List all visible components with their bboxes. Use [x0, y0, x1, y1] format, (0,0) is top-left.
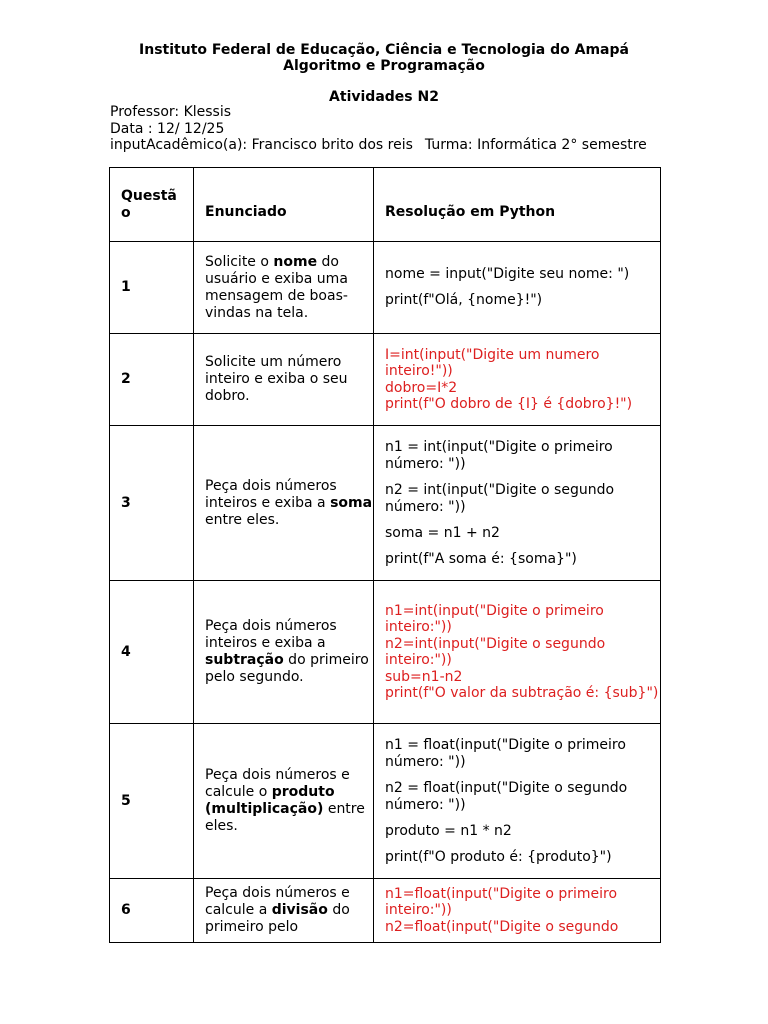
table-row [110, 879, 661, 943]
python-resolution: n1=float(input("Digite o primeiro inteiro:")) n2=float(input("Digite o segundo [374, 879, 661, 943]
header-question: Questão [110, 168, 194, 242]
date-line: Data : 12/ 12/25 [110, 121, 225, 137]
header-statement: Enunciado [194, 168, 374, 242]
question-statement: Peça dois números inteiros e exiba a subtração do primeiro pelo segundo. [194, 581, 374, 724]
question-number: 3 [110, 426, 194, 581]
question-statement: Solicite o nome do usuário e exiba uma mensagem de boas-vindas na tela. [194, 242, 374, 334]
question-number: 4 [110, 581, 194, 724]
question-statement: Peça dois números e calcule a divisão do primeiro pelo [194, 879, 374, 943]
question-statement: Peça dois números inteiros e exiba a soma entre eles. [194, 426, 374, 581]
question-number: 2 [110, 334, 194, 426]
header-resolution: Resolução em Python [374, 168, 661, 242]
student-name: inputAcadêmico(a): Francisco brito dos reis [110, 137, 413, 153]
question-number: 6 [110, 879, 194, 943]
institution-title: Instituto Federal de Educação, Ciência e Tecnologia do Amapá [139, 42, 629, 58]
student-class-line [110, 137, 647, 153]
question-statement: Solicite um número inteiro e exiba o seu dobro. [194, 334, 374, 426]
python-resolution: n1 = int(input("Digite o primeiro número: ")) n2 = int(input("Digite o segundo número: ")) soma = n1 + n2 print(f"A soma é: {soma}") [374, 426, 661, 581]
table-row [110, 426, 661, 581]
page-title: Atividades N2 [329, 89, 439, 105]
table-row [110, 581, 661, 724]
table-row [110, 242, 661, 334]
python-resolution: n1 = float(input("Digite o primeiro número: ")) n2 = float(input("Digite o segundo número: ")) produto = n1 * n2 print(f"O produto é: {produto}") [374, 724, 661, 879]
professor-line: Professor: Klessis [110, 104, 232, 120]
table-header-row [110, 168, 661, 242]
question-statement: Peça dois números e calcule o produto (multiplicação) entre eles. [194, 724, 374, 879]
python-resolution: n1=int(input("Digite o primeiro inteiro:")) n2=int(input("Digite o segundo inteiro:")) sub=n1-n2 print(f"O valor da subtração é: {sub}") [374, 581, 661, 724]
course-title: Algoritmo e Programação [283, 58, 485, 74]
questions-table [109, 167, 661, 943]
question-number: 1 [110, 242, 194, 334]
question-number: 5 [110, 724, 194, 879]
python-resolution: nome = input("Digite seu nome: ") print(f"Olá, {nome}!") [374, 242, 661, 334]
class-name: Turma: Informática 2° semestre [424, 137, 647, 153]
table-row [110, 724, 661, 879]
table-row [110, 334, 661, 426]
python-resolution: I=int(input("Digite um numero inteiro!")) dobro=I*2 print(f"O dobro de {I} é {dobro}!") [374, 334, 661, 426]
